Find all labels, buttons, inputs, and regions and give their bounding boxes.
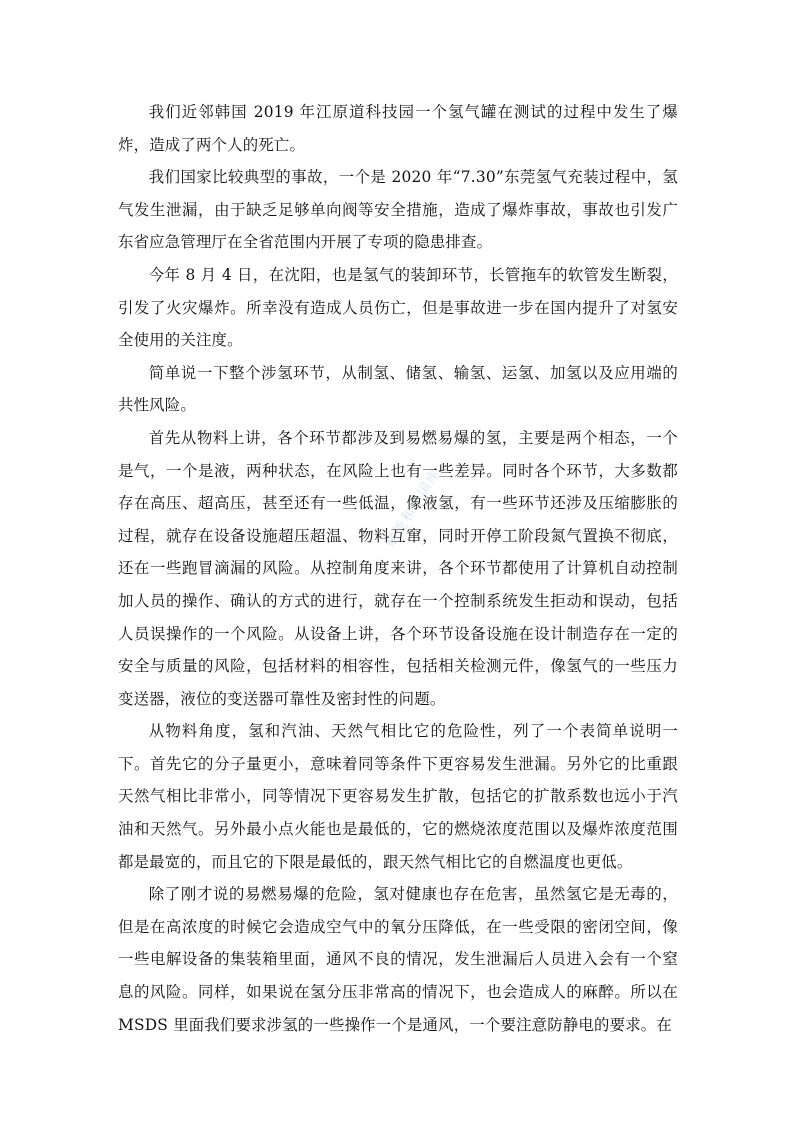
paragraph: 首先从物料上讲，各个环节都涉及到易燃易爆的氢，主要是两个相态，一个是气，一个是液，两种状态，在风险上也有一些差异。同时各个环节，大多数都存在高压、超高压，甚至还有一些低温，像液氢，有一些环节还涉及压缩膨胀的过程，就存在设备设施超压超温、物料互窜，同时开停工阶段氮气置换不彻底，还在一些跑冒滴漏的风险。从控制角度来讲，各个环节都使用了计算机自动控制加人员的操作、确认的方式的进行，就存在一个控制系统发生拒动和误动，包括人员误操作的一个风险。从设备上讲，各个环节设备设施在设计制造存在一定的安全与质量的风险，包括材料的相容性，包括相关检测元件，像氢气的一些压力变送器，液位的变送器可靠性及密封性的问题。 [118,428,678,708]
watermark: 赋能和中国库 [383,465,444,551]
paragraph: 从物料角度，氢和汽油、天然气相比它的危险性，列了一个表简单说明一下。首先它的分子量更小，意味着同等条件下更容易发生泄漏。另外它的比重跟天然气相比非常小，同等情况下更容易发生扩散，包括它的扩散系数也远小于汽油和天然气。另外最小点火能也是最低的，它的燃烧浓度范围以及爆炸浓度范围都是最宽的，而且它的下限是最低的，跟天然气相比它的自燃温度也更低。 [118,722,678,871]
document-body [118,96,678,1041]
paragraph: 我们近邻韩国 2019 年江原道科技园一个氢气罐在测试的过程中发生了爆炸，造成了两个人的死亡。 [118,103,678,154]
paragraph: 简单说一下整个涉氢环节，从制氢、储氢、输氢、运氢、加氢以及应用端的共性风险。 [118,363,678,415]
paragraph: 我们国家比较典型的事故，一个是 2020 年“7.30”东莞氢气充装过程中，氢气发生泄漏，由于缺乏足够单向阀等安全措施，造成了爆炸事故，事故也引发广东省应急管理厅在全省范围内开展了专项的隐患排查。 [118,168,678,252]
paragraph: 今年 8 月 4 日，在沈阳，也是氢气的装卸环节，长管拖车的软管发生断裂，引发了火灾爆炸。所幸没有造成人员伤亡，但是事故进一步在国内提升了对氢安全使用的关注度。 [118,265,678,350]
paragraph: 除了刚才说的易燃易爆的危险，氢对健康也存在危害，虽然氢它是无毒的，但是在高浓度的时候它会造成空气中的氧分压降低，在一些受限的密闭空间，像一些电解设备的集装箱里面，通风不良的情况，发生泄漏后人员进入会有一个窒息的风险。同样，如果说在氢分压非常高的情况下，也会造成人的麻醉。所以在 MSDS 里面我们要求涉氢的一些操作一个是通风，一个要注意防静电的要求。在 [118,885,678,1034]
